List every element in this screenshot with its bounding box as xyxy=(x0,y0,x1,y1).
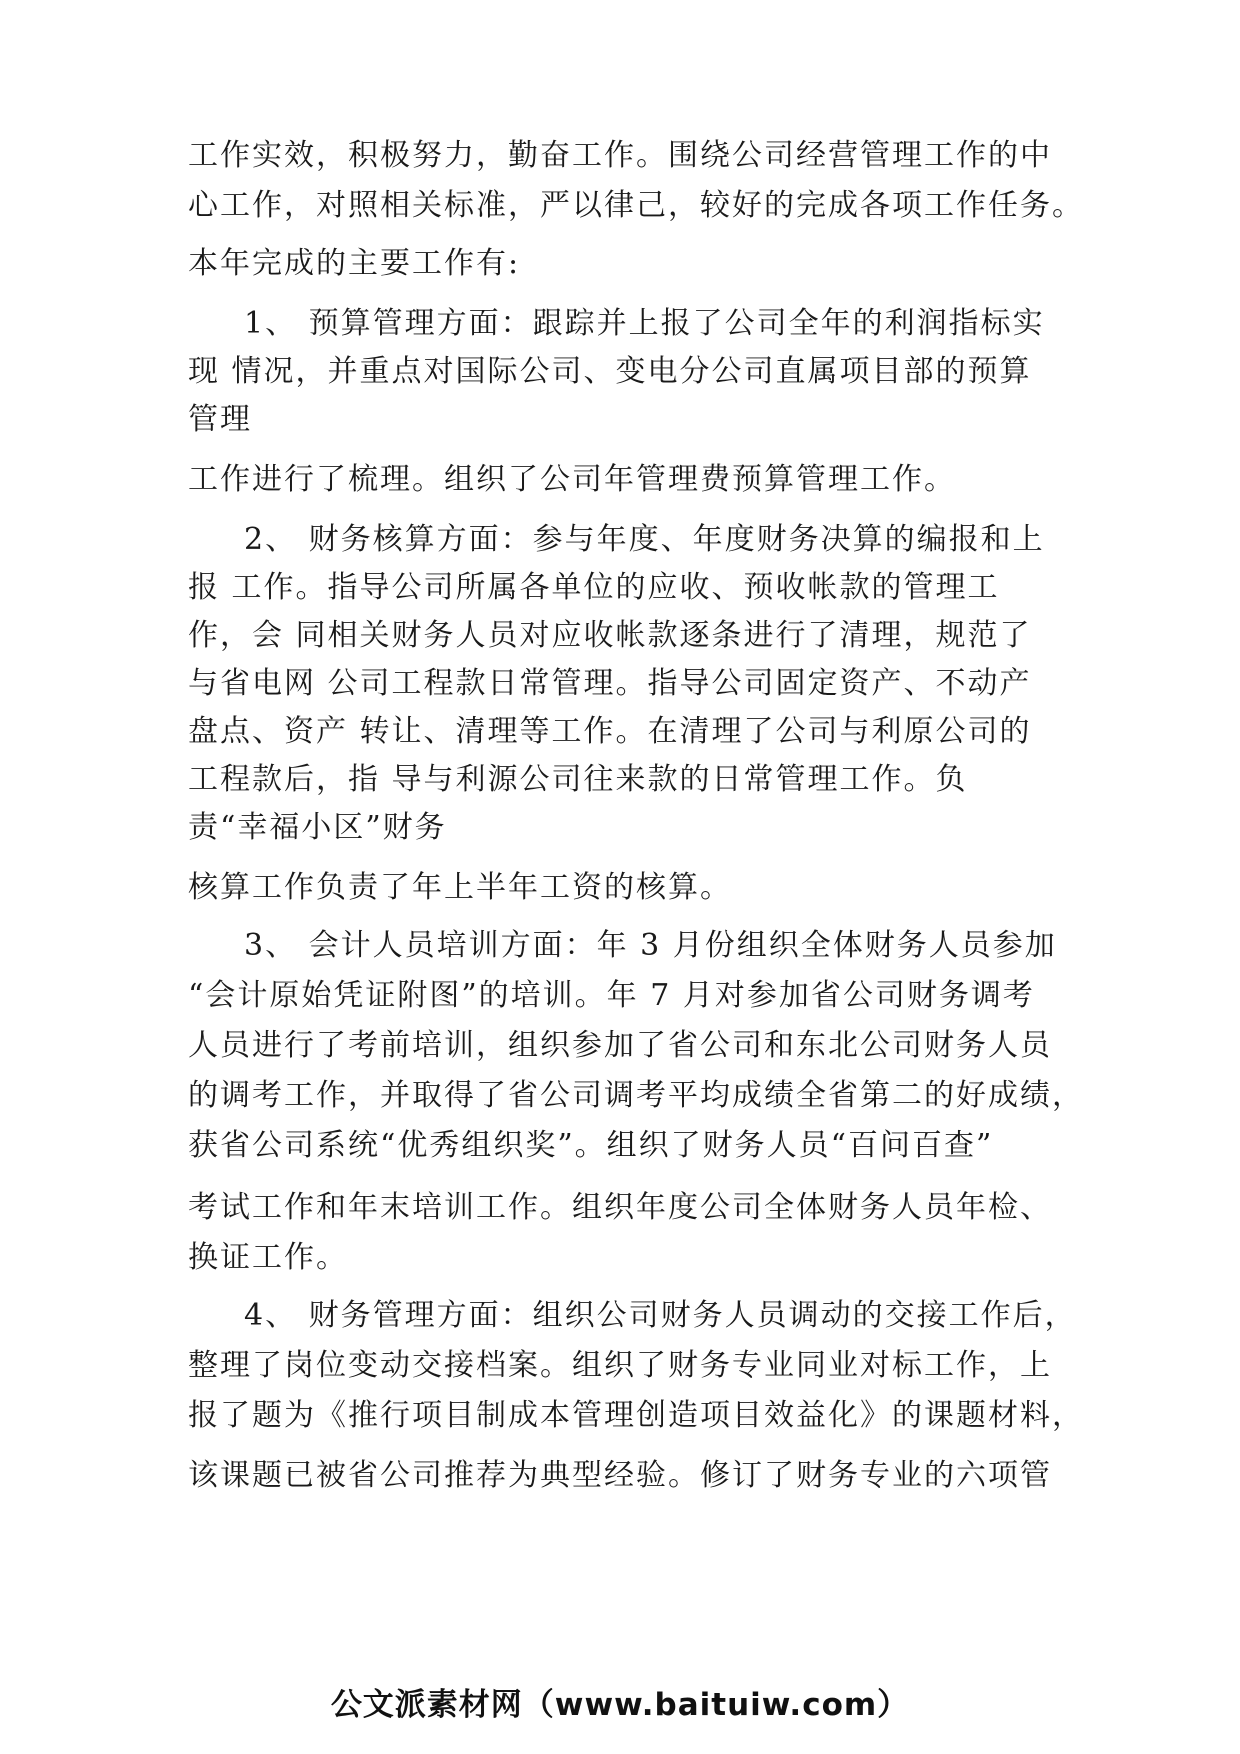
list-item-3-line: 3、 会计人员培训方面：年 3 月份组织全体财务人员参加 xyxy=(244,928,1057,963)
body-line: 的调考工作，并取得了省公司调考平均成绩全省第二的好成绩， xyxy=(188,1078,1084,1113)
list-item-4-line: 4、 财务管理方面：组织公司财务人员调动的交接工作后， xyxy=(244,1298,1077,1333)
list-item-1-line: 1、 预算管理方面：跟踪并上报了公司全年的利润指标实 xyxy=(244,306,1045,341)
body-line: 报 工作。指导公司所属各单位的应收、预收帐款的管理工 xyxy=(188,570,1000,605)
body-line: 考试工作和年末培训工作。组织年度公司全体财务人员年检、 xyxy=(188,1190,1052,1225)
body-line: 心工作，对照相关标准，严以律己，较好的完成各项工作任务。 xyxy=(188,188,1084,223)
body-line: “会计原始凭证附图”的培训。年 7 月对参加省公司财务调考 xyxy=(188,978,1035,1013)
body-line: 盘点、资产 转让、清理等工作。在清理了公司与利原公司的 xyxy=(188,714,1032,749)
body-line: 工作实效，积极努力，勤奋工作。围绕公司经营管理工作的中 xyxy=(188,138,1052,173)
body-line: 核算工作负责了年上半年工资的核算。 xyxy=(188,870,732,905)
body-line: 获省公司系统“优秀组织奖”。组织了财务人员“百问百查” xyxy=(188,1128,994,1163)
body-line: 工作进行了梳理。组织了公司年管理费预算管理工作。 xyxy=(188,462,956,497)
body-line: 本年完成的主要工作有: xyxy=(188,246,521,281)
footer-watermark: 公文派素材网（www.baituiw.com） xyxy=(330,1687,910,1723)
body-line: 该课题已被省公司推荐为典型经验。修订了财务专业的六项管 xyxy=(188,1458,1052,1493)
body-line: 工程款后，指 导与利源公司往来款的日常管理工作。负 xyxy=(188,762,968,797)
body-line: 人员进行了考前培训，组织参加了省公司和东北公司财务人员 xyxy=(188,1028,1052,1063)
body-line: 现 情况，并重点对国际公司、变电分公司直属项目部的预算 xyxy=(188,354,1032,389)
body-line: 报了题为《推行项目制成本管理创造项目效益化》的课题材料， xyxy=(188,1398,1084,1433)
body-line: 责“幸福小区”财务 xyxy=(188,810,447,845)
body-line: 换证工作。 xyxy=(188,1240,348,1275)
list-item-2-line: 2、 财务核算方面：参与年度、年度财务决算的编报和上 xyxy=(244,522,1045,557)
body-line: 整理了岗位变动交接档案。组织了财务专业同业对标工作，上 xyxy=(188,1348,1052,1383)
body-line: 管理 xyxy=(188,402,252,437)
body-line: 作，会 同相关财务人员对应收帐款逐条进行了清理，规范了 xyxy=(188,618,1032,653)
body-line: 与省电网 公司工程款日常管理。指导公司固定资产、不动产 xyxy=(188,666,1032,701)
